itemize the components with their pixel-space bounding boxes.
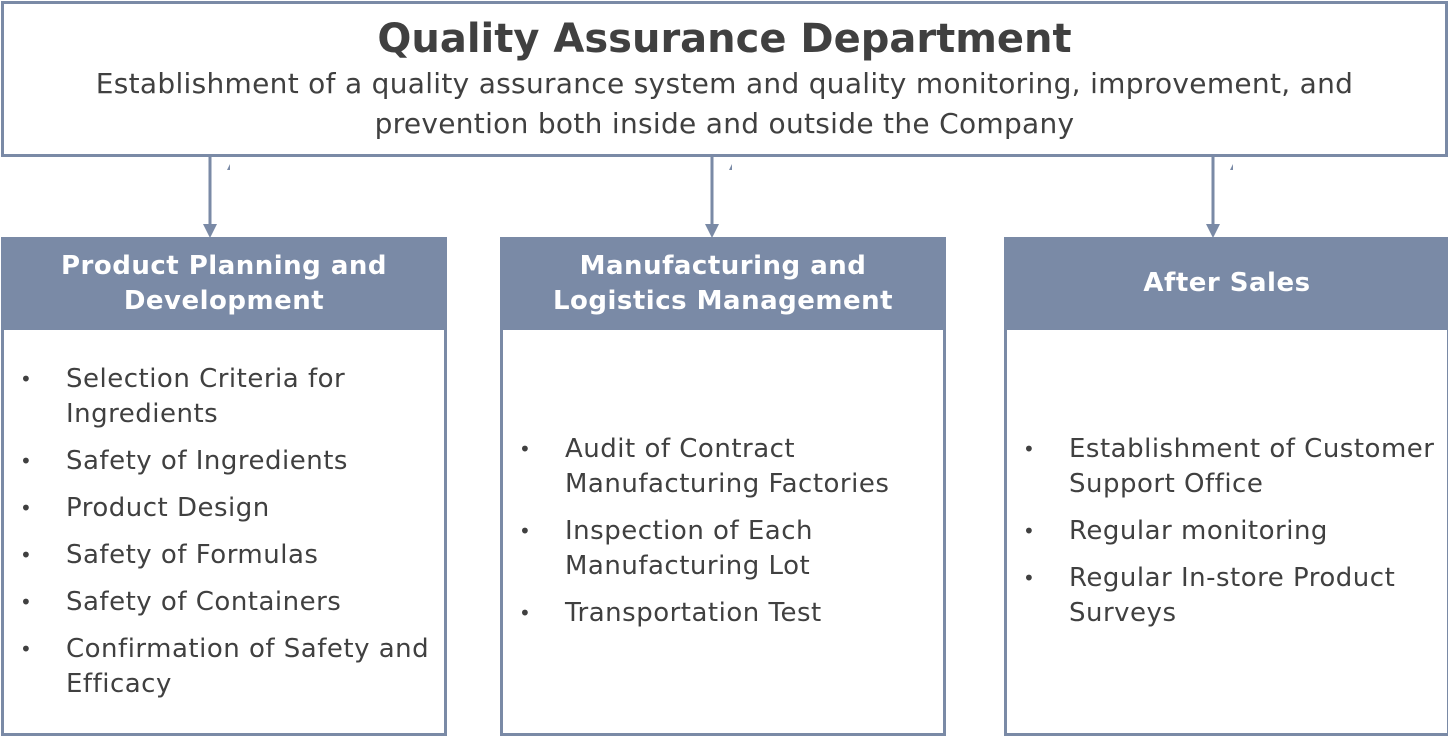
up-arrow-icon xyxy=(1230,156,1233,240)
list-item: • Safety of Containers xyxy=(18,585,434,620)
bullet-icon: • xyxy=(20,366,33,391)
column-header xyxy=(500,237,946,330)
column-body xyxy=(503,330,943,733)
down-arrow-icon xyxy=(705,154,719,238)
column-header xyxy=(1004,237,1448,330)
department-title: Quality Assurance Department xyxy=(377,16,1072,62)
list-item: • Establishment of Customer Support Office xyxy=(1023,434,1435,499)
list-item: • Inspection of Each Manufacturing Lot xyxy=(519,516,814,581)
bullet-icon: • xyxy=(20,636,33,661)
column-product-planning xyxy=(1,237,447,736)
column-title: Manufacturing and Logistics Management xyxy=(552,250,894,316)
connector-arrows-1 xyxy=(190,154,230,240)
bullet-icon: • xyxy=(20,448,33,473)
connector-arrows-2 xyxy=(692,154,732,240)
column-title: After Sales xyxy=(1143,268,1311,298)
column-title: Product Planning and Development xyxy=(60,250,388,316)
bullet-icon: • xyxy=(1023,519,1036,543)
bullet-icon: • xyxy=(1023,566,1036,590)
department-box xyxy=(1,1,1448,157)
bullet-icon: • xyxy=(1023,437,1036,461)
list-item: • Audit of Contract Manufacturing Factories xyxy=(519,434,890,499)
list-item: • Selection Criteria for Ingredients xyxy=(20,363,346,429)
bullet-icon: • xyxy=(20,495,33,520)
down-arrow-icon xyxy=(203,154,217,238)
item-list xyxy=(4,362,444,702)
bullet-icon: • xyxy=(20,589,33,614)
bullet-icon: • xyxy=(519,437,532,461)
down-arrow-icon xyxy=(1206,154,1220,238)
item-list xyxy=(503,432,943,631)
list-item: • Safety of Ingredients xyxy=(18,444,434,479)
up-arrow-icon xyxy=(227,156,230,240)
item-list xyxy=(1007,432,1447,631)
bullet-icon: • xyxy=(519,601,532,625)
list-item: • Product Design xyxy=(18,491,434,526)
list-item: • Transportation Test xyxy=(517,596,933,631)
column-after-sales xyxy=(1004,237,1448,736)
list-item: • Regular In-store Product Surveys xyxy=(1023,563,1396,628)
connector-arrows-3 xyxy=(1193,154,1233,240)
list-item: • Confirmation of Safety and Efficacy xyxy=(20,633,430,699)
department-description: Establishment of a quality assurance system and quality monitoring, improvement, and prevention both inside and outside the Company xyxy=(95,67,1354,140)
list-item: • Regular monitoring xyxy=(1021,514,1437,549)
column-header xyxy=(1,237,447,330)
column-body xyxy=(1007,330,1447,733)
column-manufacturing-logistics xyxy=(500,237,946,736)
column-body xyxy=(4,330,444,733)
bullet-icon: • xyxy=(519,519,532,543)
up-arrow-icon xyxy=(729,156,732,240)
bullet-icon: • xyxy=(20,542,33,567)
list-item: • Safety of Formulas xyxy=(18,538,434,573)
